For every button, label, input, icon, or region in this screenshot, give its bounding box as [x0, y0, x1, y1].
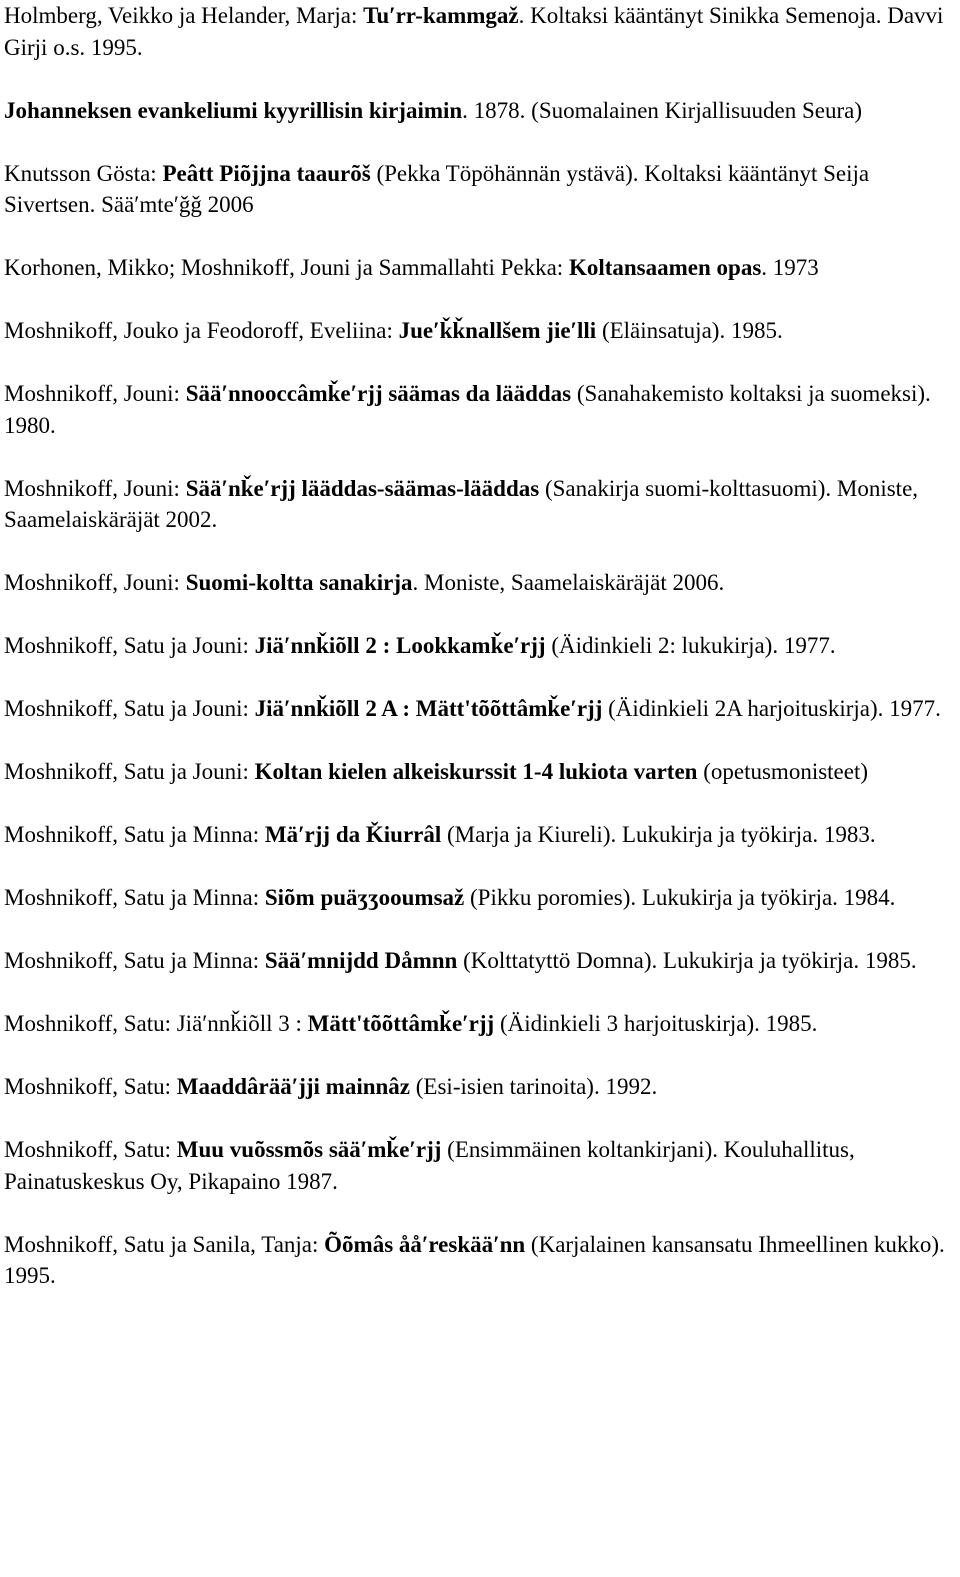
entry-title: Siõm puäʒʒooumsaž [264, 885, 465, 910]
entry-details: (Kolttatyttö Domna). Lukukirja ja työkirja. 1985. [457, 948, 917, 973]
entry-author: Moshnikoff, Satu ja Jouni: [4, 696, 255, 721]
bibliography-entry [4, 0, 956, 63]
entry-author: Knutsson Gösta: [4, 160, 163, 186]
bibliography-entry [4, 473, 956, 536]
entry-title: Johanneksen evankeliumi kyyrillisin kirjaimin [4, 97, 463, 123]
entry-author: Holmberg, Veikko ja Helander, Marja: [4, 3, 364, 28]
entry-details: (Ensimmäinen koltankirjani). Kouluhallitus, Painatuskeskus Oy, Pikapaino 1987. [4, 1137, 855, 1194]
bibliography-entry [4, 378, 956, 441]
entry-details: (Äidinkieli 2A harjoituskirja). 1977. [602, 696, 941, 721]
entry-title: Jiäʹnnǩiõll 2 : Lookkamǩeʹrjj [254, 633, 546, 658]
entry-title: Maaddârääʹjji mainnâz [176, 1074, 411, 1099]
entry-details: (Äidinkieli 2: lukukirja). 1977. [545, 633, 836, 658]
bibliography-entry [4, 1071, 956, 1103]
entry-title: Sääʹnnooccâmǩeʹrjj säämas da lääddas [185, 381, 572, 406]
bibliography-entry [4, 1008, 956, 1040]
entry-title: Suomi-koltta sanakirja [185, 570, 413, 595]
bibliography-entry [4, 567, 956, 599]
bibliography-entry [4, 158, 956, 221]
entry-title: Õõmâs ååʹreskääʹnn [324, 1231, 526, 1257]
bibliography-entry [4, 252, 956, 284]
entry-details: (Äidinkieli 3 harjoituskirja). 1985. [494, 1011, 818, 1036]
entry-title: Sääʹnǩeʹrjj lääddas-säämas-lääddas [185, 475, 540, 501]
entry-author: Moshnikoff, Satu ja Minna: [4, 822, 265, 847]
entry-details: . 1878. (Suomalainen Kirjallisuuden Seura) [462, 97, 863, 123]
entry-details: (Marja ja Kiureli). Lukukirja ja työkirja. 1983. [441, 822, 876, 847]
entry-title: Sääʹmnijdd Dåmnn [264, 948, 458, 973]
bibliography-entry [4, 693, 956, 725]
entry-author: Moshnikoff, Jouko ja Feodoroff, Eveliina: [4, 318, 399, 343]
entry-title: Peâtt Piõjjna taaurõš [162, 160, 371, 186]
entry-details: (Sanahakemisto koltaksi ja suomeksi). 1980. [4, 381, 931, 438]
entry-details: (Eläinsatuja). 1985. [596, 318, 783, 343]
entry-title: Muu vuõssmõs sääʹmǩeʹrjj [176, 1137, 442, 1162]
entry-author: Moshnikoff, Jouni: [4, 475, 186, 501]
bibliography-entry [4, 1229, 956, 1292]
entry-title: Mätt'tõõttâmǩeʹrjj [307, 1011, 495, 1036]
entry-details: . Koltaksi kääntänyt Sinikka Semenoja. Davvi Girji o.s. 1995. [4, 3, 944, 60]
entry-author: Korhonen, Mikko; Moshnikoff, Jouni ja Sammallahti Pekka: [4, 255, 569, 280]
entry-author: Moshnikoff, Satu: Jiäʹnnǩiõll 3 : [4, 1011, 308, 1036]
entry-details: (Pekka Töpöhännän ystävä). Koltaksi kääntänyt Seija Sivertsen. Sääʹmteʹǧǧ 2006 [4, 160, 870, 217]
entry-author: Moshnikoff, Jouni: [4, 381, 186, 406]
entry-author: Moshnikoff, Jouni: [4, 570, 186, 595]
bibliography-entry [4, 95, 956, 127]
entry-author: Moshnikoff, Satu ja Minna: [4, 948, 265, 973]
bibliography-entry [4, 945, 956, 977]
bibliography-entry [4, 1134, 956, 1197]
entry-details: (Pikku poromies). Lukukirja ja työkirja. 1984. [464, 885, 896, 910]
entry-details: (opetusmonisteet) [697, 759, 869, 784]
entry-title: Tuʹrr-kammgaž [363, 3, 519, 28]
bibliography-entry [4, 819, 956, 851]
entry-details: . 1973 [761, 255, 819, 280]
entry-author: Moshnikoff, Satu ja Sanila, Tanja: [4, 1231, 325, 1257]
entry-details: (Esi-isien tarinoita). 1992. [410, 1074, 658, 1099]
entry-details: (Sanakirja suomi-kolttasuomi). Moniste, Saamelaiskäräjät 2002. [4, 475, 919, 532]
bibliography-entry [4, 882, 956, 914]
entry-title: Koltansaamen opas [568, 255, 762, 280]
entry-title: Mäʹrjj da Ǩiurrâl [264, 822, 442, 847]
entry-author: Moshnikoff, Satu ja Minna: [4, 885, 265, 910]
entry-title: Jiäʹnnǩiõll 2 A : Mätt'tõõttâmǩeʹrjj [254, 696, 603, 721]
entry-title: Jueʹǩǩnallšem jieʹlli [398, 318, 597, 343]
bibliography-entry [4, 756, 956, 788]
entry-author: Moshnikoff, Satu: [4, 1137, 177, 1162]
bibliography-list [4, 0, 956, 1323]
entry-details: . Moniste, Saamelaiskäräjät 2006. [412, 570, 725, 595]
entry-title: Koltan kielen alkeiskurssit 1-4 lukiota varten [254, 759, 698, 784]
entry-author: Moshnikoff, Satu ja Jouni: [4, 633, 255, 658]
entry-author: Moshnikoff, Satu ja Jouni: [4, 759, 255, 784]
entry-author: Moshnikoff, Satu: [4, 1074, 177, 1099]
bibliography-entry [4, 630, 956, 662]
bibliography-entry [4, 315, 956, 347]
entry-details: (Karjalainen kansansatu Ihmeellinen kukko). 1995. [4, 1231, 945, 1288]
